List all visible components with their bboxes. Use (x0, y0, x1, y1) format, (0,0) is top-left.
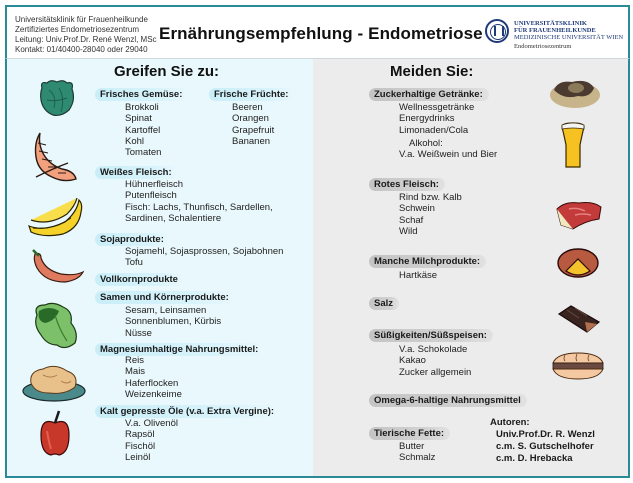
header (5, 5, 630, 58)
section-label-red-meat: Rotes Fleisch: (369, 178, 445, 191)
section-label-fruits: Frische Früchte: (209, 88, 294, 101)
list-item: V.a. Olivenöl (125, 418, 178, 429)
shrimp-icon (32, 129, 82, 184)
recommended-title: Greifen Sie zu: (114, 63, 220, 80)
list-item: Hartkäse (399, 270, 438, 281)
list-item: Sardinen, Schalentiere (125, 212, 222, 224)
chocolate-bar-icon (557, 304, 601, 334)
cookie-sandwich-icon (551, 351, 605, 381)
section-label-vegetables: Frisches Gemüse: (95, 88, 188, 101)
list-item: Nüsse (125, 327, 152, 339)
section-label-salt: Salz (369, 297, 399, 310)
clinic-info (15, 15, 157, 55)
list-item: Butter (399, 441, 425, 452)
sweets-list (399, 344, 471, 378)
list-item: Kartoffel (125, 124, 161, 136)
section-label-oils: Kalt gepresste Öle (v.a. Extra Vergine): (95, 405, 280, 418)
list-item: Kohl (125, 135, 145, 147)
list-item: Weizenkeime (125, 388, 182, 400)
list-item: Wellnessgetränke (399, 102, 475, 113)
magnesium-list (125, 355, 182, 400)
section-label-magnesium: Magnesiumhaltige Nahrungsmittel: (95, 343, 264, 356)
authors-label: Autoren: (490, 417, 530, 428)
list-item: Spinat (125, 113, 152, 125)
white-meat-list (125, 179, 273, 224)
steak-icon (555, 199, 603, 231)
list-item: Beeren (232, 102, 263, 113)
list-item: V.a. Schokolade (399, 344, 468, 355)
list-item: Kakao (399, 355, 426, 367)
list-item: Orangen (232, 113, 269, 125)
list-item: Sesam, Leinsamen (125, 305, 207, 316)
chili-pepper-icon (29, 248, 85, 284)
list-item: Fischöl (125, 440, 156, 452)
list-item: Wild (399, 225, 418, 237)
avoid-title: Meiden Sie: (390, 63, 474, 80)
clinic-info-line: Leitung: Univ.Prof.Dr. René Wenzl, MSc (15, 35, 157, 44)
vegetables-list (125, 102, 161, 158)
banana-icon (25, 196, 85, 238)
clinic-info-line: Zertifiziertes Endometriosezentrum (15, 25, 140, 34)
list-item: Grapefruit (232, 124, 275, 136)
content-frame (5, 58, 630, 478)
seeds-list (125, 305, 221, 339)
list-item: Sonnenblumen, Kürbis (125, 316, 222, 328)
animal-fats-list (399, 441, 435, 464)
cabbage-icon (37, 78, 77, 118)
page-title: Ernährungsempfehlung - Endometriose (159, 24, 483, 43)
author-name: c.m. S. Gutschelhofer (496, 441, 594, 452)
roast-chicken-icon (21, 361, 87, 403)
logo-line: UNIVERSITÄTSKLINIK (514, 20, 587, 27)
list-item: Limonaden/Cola (399, 124, 469, 136)
university-seal-icon (485, 19, 509, 43)
dairy-list (399, 270, 437, 281)
alcohol-label: Alkohol: (409, 137, 443, 149)
list-item: Rind bzw. Kalb (399, 192, 462, 203)
clinic-info-line: Universitätsklinik für Frauenheilkunde (15, 15, 148, 24)
recommended-panel (7, 59, 313, 476)
list-item: Mais (125, 366, 146, 378)
section-label-soy: Sojaprodukte: (95, 233, 170, 246)
section-label-sugary-drinks: Zuckerhaltige Getränke: (369, 88, 489, 101)
list-item: Hühnerfleisch (125, 179, 184, 190)
oils-list (125, 418, 178, 463)
section-label-omega6: Omega-6-haltige Nahrungsmittel (369, 394, 527, 407)
list-item: Putenfleisch (125, 190, 177, 202)
university-logo (485, 16, 625, 52)
list-item: Schwein (399, 203, 435, 215)
list-item: Tomaten (125, 147, 162, 159)
list-item: Reis (125, 355, 145, 366)
logo-line: MEDIZINISCHE UNIVERSITÄT WIEN (514, 34, 624, 41)
clinic-info-line: Kontakt: 01/40400-28040 oder 29040 (15, 45, 148, 54)
list-item: Sojamehl, Sojasprossen, Sojabohnen (125, 246, 284, 257)
logo-line: FÜR FRAUENHEILKUNDE (514, 27, 596, 34)
author-name: c.m. D. Hrebacka (496, 453, 573, 464)
section-label-white-meat: Weißes Fleisch: (95, 166, 178, 179)
fruits-list (232, 102, 274, 147)
beer-glass-icon (560, 121, 586, 171)
section-label-sweets: Süßigkeiten/Süßspeisen: (369, 329, 493, 342)
list-item: Schmalz (399, 452, 436, 464)
list-item: Zucker allgemein (399, 366, 472, 378)
logo-line: Endometriosezentrum (514, 43, 572, 50)
list-item: Tofu (125, 257, 143, 269)
sugary-drinks-list (399, 102, 497, 160)
list-item: Fisch: Lachs, Thunfisch, Sardellen, (125, 201, 273, 213)
list-item: V.a. Weißwein und Bier (399, 149, 498, 161)
cheese-icon (556, 247, 600, 279)
section-label-whole-grain: Vollkornprodukte (95, 273, 184, 286)
section-label-seeds: Samen und Körnerprodukte: (95, 291, 235, 304)
list-item: Leinöl (125, 451, 151, 463)
soy-list (125, 246, 283, 269)
author-name: Univ.Prof.Dr. R. Wenzl (496, 429, 595, 440)
list-item: Energydrinks (399, 113, 455, 125)
list-item: Schaf (399, 214, 424, 226)
section-label-animal-fats: Tierische Fette: (369, 427, 450, 440)
apple-icon (37, 409, 73, 459)
avoid-panel (313, 59, 628, 476)
list-item: Haferflocken (125, 377, 179, 389)
list-item: Rapsöl (125, 429, 155, 441)
red-meat-list (399, 192, 462, 237)
authors-block (490, 417, 595, 465)
section-label-dairy: Manche Milchprodukte: (369, 255, 486, 268)
lettuce-icon (29, 301, 81, 353)
list-item: Bananen (232, 135, 271, 147)
pastry-icon (548, 76, 602, 110)
list-item: Brokkoli (125, 102, 159, 113)
